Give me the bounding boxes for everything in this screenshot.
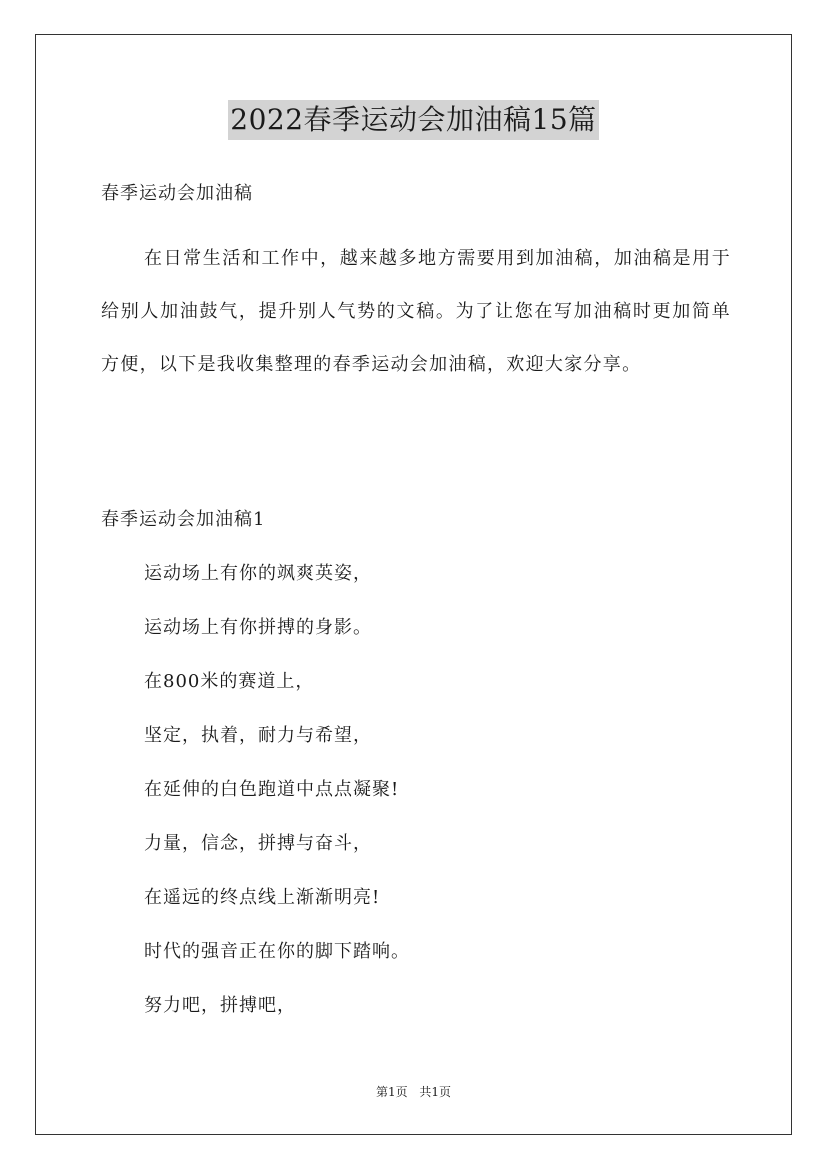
poem-line: 力量，信念，拼搏与奋斗， — [144, 833, 372, 854]
poem-line: 坚定，执着，耐力与希望， — [144, 725, 372, 746]
intro-paragraph: 在日常生活和工作中，越来越多地方需要用到加油稿，加油稿是用于给别人加油鼓气，提升别人气势的文稿。为了让您在写加油稿时更加简单方便，以下是我收集整理的春季运动会加油稿，欢迎大家分享。 — [101, 248, 731, 375]
section-heading: 春季运动会加油稿1 — [101, 509, 266, 530]
poem-line: 运动场上有你拼搏的身影。 — [144, 617, 372, 638]
poem-line: 在延伸的白色跑道中点点凝聚! — [144, 779, 400, 800]
poem-line: 时代的强音正在你的脚下踏响。 — [144, 941, 410, 962]
title-container — [0, 100, 827, 140]
page-total: 共1页 — [419, 1085, 452, 1099]
document-title: 2022春季运动会加油稿15篇 — [228, 100, 598, 140]
poem-line: 在800米的赛道上， — [144, 671, 315, 692]
poem-line: 努力吧，拼搏吧， — [144, 995, 296, 1016]
page-footer — [0, 1083, 827, 1101]
page-number: 第1页 — [375, 1085, 408, 1099]
poem-line: 运动场上有你的飒爽英姿， — [144, 563, 372, 584]
subtitle: 春季运动会加油稿 — [101, 183, 253, 204]
poem-line: 在遥远的终点线上渐渐明亮! — [144, 887, 381, 908]
